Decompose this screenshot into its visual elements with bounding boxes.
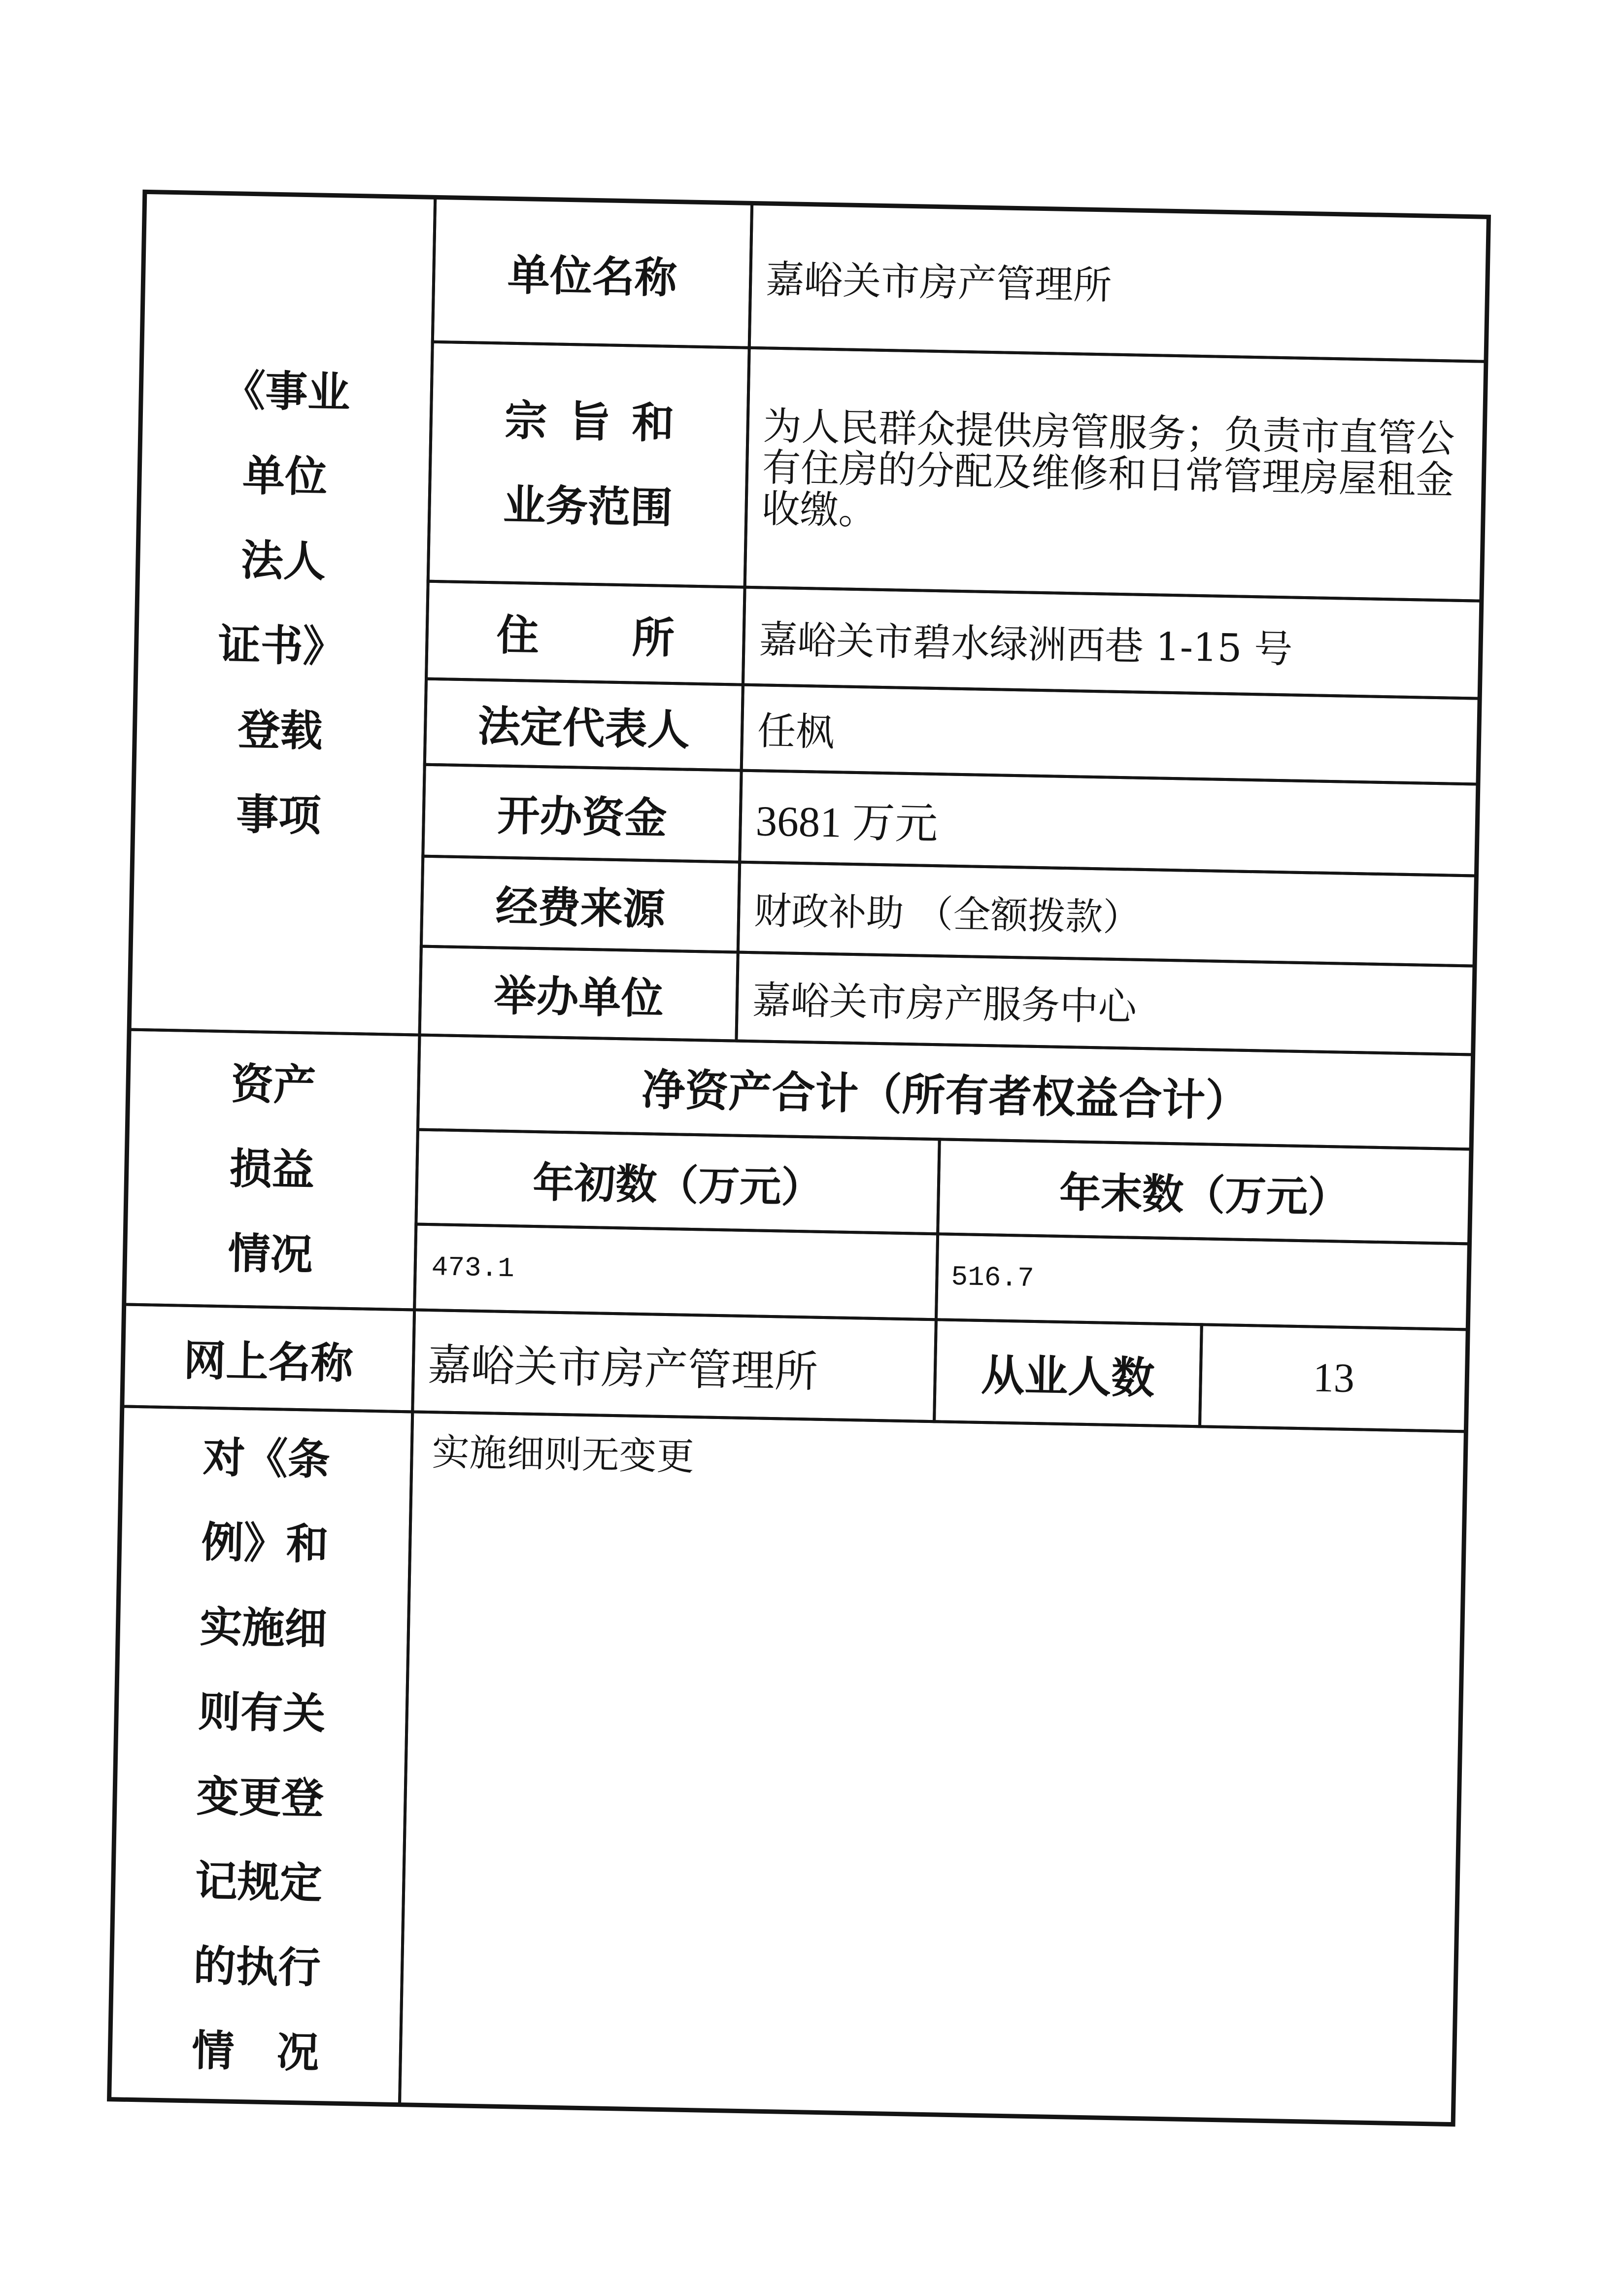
start-up-capital-value: 3681 万元 [755, 796, 939, 848]
sponsor-unit-label-cell [418, 945, 739, 1043]
online-name-value-cell [411, 1308, 938, 1423]
registration-heading-line: 证书》 [217, 619, 346, 672]
ending-balance-value-cell [935, 1232, 1471, 1331]
address-value-cell [742, 586, 1483, 700]
ending-balance-value: 516.7 [950, 1261, 1035, 1294]
unit-name-value: 嘉峪关市房产管理所 [765, 257, 1113, 308]
registration-heading-line: 《事业 [222, 365, 351, 418]
compliance-heading-cell [108, 1405, 414, 2106]
funding-source-value-cell [737, 861, 1478, 968]
compliance-heading-line: 实施细 [199, 1602, 328, 1654]
sponsor-unit-label: 举办单位 [493, 971, 664, 1024]
online-name-value: 嘉峪关市房产管理所 [427, 1339, 818, 1397]
beginning-balance-value-cell [413, 1222, 939, 1321]
assets-heading [227, 1042, 317, 1297]
compliance-heading-text: 情 况 [191, 2026, 320, 2078]
compliance-heading [191, 1416, 331, 2096]
compliance-heading-line: 对《条 [203, 1432, 331, 1485]
compliance-heading-line: 例》和 [201, 1517, 329, 1570]
compliance-heading-line: 变更登 [196, 1771, 324, 1824]
beginning-balance-label: 年初数（万元） [532, 1157, 823, 1212]
assets-heading-line: 损益 [229, 1144, 315, 1195]
beginning-balance-label-cell [414, 1128, 941, 1235]
address-label: 住 所 [496, 610, 675, 664]
registration-table [109, 192, 1488, 2124]
start-up-capital-label: 开办资金 [497, 790, 668, 844]
unit-name-value-cell [748, 202, 1490, 363]
ending-balance-label-cell [936, 1138, 1473, 1245]
compliance-heading-line: 的执行 [193, 1941, 321, 1993]
legal-representative-label: 法定代表人 [477, 701, 690, 755]
compliance-value: 实施细则无变更 [431, 1430, 695, 1479]
staff-count-value: 13 [1312, 1354, 1355, 1402]
staff-count-value-cell [1198, 1323, 1469, 1433]
address-label-cell [425, 580, 746, 686]
purpose-scope-label-text: 宗 旨 和 [504, 395, 675, 449]
address-value: 嘉峪关市碧水绿洲西巷 1-15 号 [758, 617, 1293, 672]
assets-heading-line: 情况 [227, 1228, 313, 1280]
compliance-value-cell [398, 1410, 1467, 2126]
online-name-label: 网上名称 [183, 1335, 354, 1388]
online-name-label-cell [121, 1303, 416, 1413]
legal-representative-value-cell [740, 683, 1481, 786]
ending-balance-label: 年末数（万元） [1059, 1167, 1350, 1222]
assets-heading-cell [123, 1028, 421, 1312]
net-assets-header: 净资产合计（所有者权益合计） [641, 1064, 1250, 1127]
unit-name-label-cell [431, 196, 753, 349]
start-up-capital-value-cell [738, 769, 1479, 878]
compliance-heading-line: 记规定 [194, 1856, 323, 1909]
staff-count-label: 从业人数 [981, 1349, 1155, 1404]
purpose-scope-label-cell [427, 340, 751, 589]
purpose-scope-value-cell [744, 346, 1488, 603]
funding-source-label-cell [420, 855, 741, 954]
registration-heading [214, 348, 351, 859]
compliance-heading-line [191, 2008, 320, 2095]
funding-source-value: 财政补助 （全额拨款） [753, 888, 1141, 940]
registration-heading-cell [128, 191, 437, 1037]
legal-representative-value: 任枫 [757, 709, 835, 755]
legal-representative-label-cell [423, 677, 744, 772]
funding-source-label: 经费来源 [495, 881, 666, 935]
assets-heading-line: 资产 [231, 1059, 317, 1111]
sponsor-unit-value: 嘉峪关市房产服务中心 [752, 978, 1137, 1030]
unit-name-label: 单位名称 [507, 250, 677, 303]
registration-heading-line: 事项 [236, 789, 322, 841]
beginning-balance-value: 473.1 [431, 1251, 515, 1285]
purpose-scope-label-line [504, 378, 675, 466]
registration-heading-line: 登载 [237, 705, 323, 756]
purpose-scope-label [503, 378, 675, 551]
registration-heading-line: 单位 [242, 450, 328, 502]
registration-heading-line: 法人 [240, 535, 326, 587]
sponsor-unit-value-cell [735, 951, 1476, 1056]
staff-count-label-cell [933, 1318, 1203, 1428]
start-up-capital-label-cell [421, 763, 743, 864]
purpose-scope-label-line: 业务范围 [503, 480, 674, 533]
purpose-scope-value: 为人民群众提供房管服务；负责市直管公有住房的分配及维修和日常管理房屋租金收缴。 [761, 404, 1455, 534]
compliance-heading-line: 则有关 [198, 1687, 326, 1739]
